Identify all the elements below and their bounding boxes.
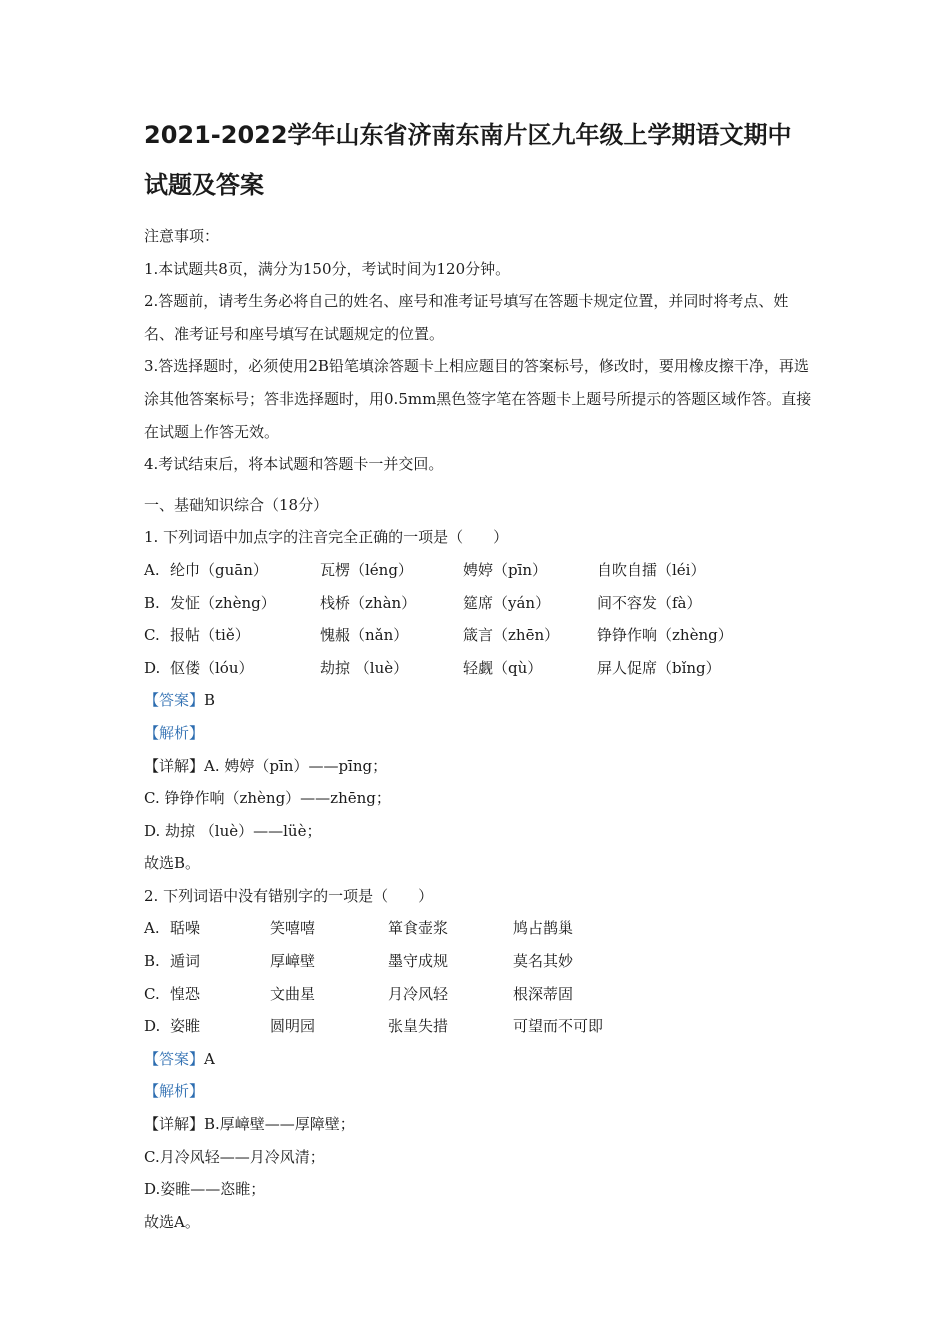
option-item: 惶恐 xyxy=(170,984,201,1003)
detail-line xyxy=(144,1108,814,1141)
option-item: 轻觑（qù） xyxy=(463,658,543,677)
title-line-1: 2021-2022学年山东省济南东南片区九年级上学期语文期中 xyxy=(144,121,792,149)
option-row-b xyxy=(144,587,814,620)
option-label: B. xyxy=(144,952,160,971)
option-item: 张皇失措 xyxy=(388,1017,449,1036)
notice-heading: 注意事项： xyxy=(144,227,220,245)
question-stem: 1. 下列词语中加点字的注音完全正确的一项是（ ） xyxy=(144,528,509,547)
section-heading: 一、基础知识综合（18分） xyxy=(144,495,329,514)
option-item: 瓦楞（léng） xyxy=(320,560,413,579)
option-item: 箴言（zhēn） xyxy=(463,626,560,645)
question-2 xyxy=(144,880,814,1239)
option-item: 墨守成规 xyxy=(388,952,449,971)
detail-tag: 【详解】 xyxy=(144,756,205,775)
option-row-b xyxy=(144,945,814,978)
option-item: 圆明园 xyxy=(270,1017,316,1036)
question-stem: 2. 下列词语中没有错别字的一项是（ ） xyxy=(144,886,434,905)
option-item: 铮铮作响（zhèng） xyxy=(597,626,733,645)
detail-text: B.厚嶂壁——厚障壁； xyxy=(204,1115,355,1134)
option-item: 纶巾（guān） xyxy=(170,560,268,579)
answer-line xyxy=(144,1043,814,1076)
option-item: 聒噪 xyxy=(170,919,201,938)
option-item: 报帖（tiě） xyxy=(170,626,250,645)
option-item: 根深蒂固 xyxy=(513,984,574,1003)
detail-line: C. 铮铮作响（zhèng）——zhēng； xyxy=(144,789,391,808)
answer-value: B xyxy=(204,691,216,710)
analysis-tag: 【解析】 xyxy=(144,1082,205,1101)
option-row-d xyxy=(144,1010,814,1043)
notice-item-4: 4.考试结束后，将本试题和答题卡一并交回。 xyxy=(144,455,444,474)
answer-line xyxy=(144,684,814,717)
notice-item-1: 1.本试题共8页，满分为150分，考试时间为120分钟。 xyxy=(144,259,511,278)
notice-item-2: 2.答题前，请考生务必将自己的姓名、座号和准考证号填写在答题卡规定位置，并同时将考点、姓名、准考证号和座号填写在试题规定的位置。 xyxy=(144,292,789,343)
option-item: 可望而不可即 xyxy=(513,1017,604,1036)
document-title xyxy=(144,110,814,210)
detail-line: C.月冷风轻——月冷风清； xyxy=(144,1147,325,1166)
option-row-a xyxy=(144,912,814,945)
option-item: 间不容发（fà） xyxy=(597,593,702,612)
question-1 xyxy=(144,521,814,880)
option-item: 自吹自擂（léi） xyxy=(597,560,706,579)
detail-line: D.姿睢——恣睢； xyxy=(144,1180,266,1199)
option-label: A. xyxy=(144,560,160,579)
option-item: 遁词 xyxy=(170,952,201,971)
option-item: 厚嶂壁 xyxy=(270,952,316,971)
conclusion: 故选A。 xyxy=(144,1212,200,1231)
option-label: C. xyxy=(144,626,160,645)
notice-section xyxy=(144,220,814,481)
conclusion: 故选B。 xyxy=(144,854,201,873)
option-item: 屏人促席（bǐng） xyxy=(597,658,721,677)
option-item: 发怔（zhèng） xyxy=(170,593,276,612)
option-row-a xyxy=(144,554,814,587)
option-item: 劫掠 （luè） xyxy=(320,658,409,677)
analysis-tag: 【解析】 xyxy=(144,723,205,742)
option-item: 筵席（yán） xyxy=(463,593,551,612)
detail-tag: 【详解】 xyxy=(144,1115,205,1134)
answer-value: A xyxy=(204,1049,215,1068)
option-item: 栈桥（zhàn） xyxy=(320,593,417,612)
option-label: A. xyxy=(144,919,160,938)
detail-text: A. 娉婷（pīn）——pīng； xyxy=(204,756,388,775)
document-page xyxy=(144,110,814,1238)
answer-tag: 【答案】 xyxy=(144,691,205,710)
option-item: 月冷风轻 xyxy=(388,984,449,1003)
detail-line: D. 劫掠 （luè）——lüè； xyxy=(144,821,322,840)
option-item: 姿睢 xyxy=(170,1017,201,1036)
option-item: 鸠占鹊巢 xyxy=(513,919,574,938)
option-item: 娉婷（pīn） xyxy=(463,560,548,579)
notice-item-3: 3.答选择题时，必须使用2B铅笔填涂答题卡上相应题目的答案标号，修改时，要用橡皮擦干净，再选涂其他答案标号；答非选择题时，用0.5mm黑色签字笔在答题卡上题号所提示的答题区域作答。直接在试题上作答无效。 xyxy=(144,357,812,441)
option-item: 笑嘻嘻 xyxy=(270,919,316,938)
option-item: 愧赧（nǎn） xyxy=(320,626,409,645)
option-label: C. xyxy=(144,984,160,1003)
option-row-c xyxy=(144,619,814,652)
detail-line xyxy=(144,750,814,783)
title-line-2: 试题及答案 xyxy=(144,171,264,199)
option-item: 伛偻（lóu） xyxy=(170,658,254,677)
option-label: B. xyxy=(144,593,160,612)
option-row-c xyxy=(144,978,814,1011)
answer-tag: 【答案】 xyxy=(144,1049,205,1068)
option-label: D. xyxy=(144,658,161,677)
option-row-d xyxy=(144,652,814,685)
option-item: 箪食壶浆 xyxy=(388,919,449,938)
option-label: D. xyxy=(144,1017,161,1036)
option-item: 莫名其妙 xyxy=(513,952,574,971)
option-item: 文曲星 xyxy=(270,984,316,1003)
